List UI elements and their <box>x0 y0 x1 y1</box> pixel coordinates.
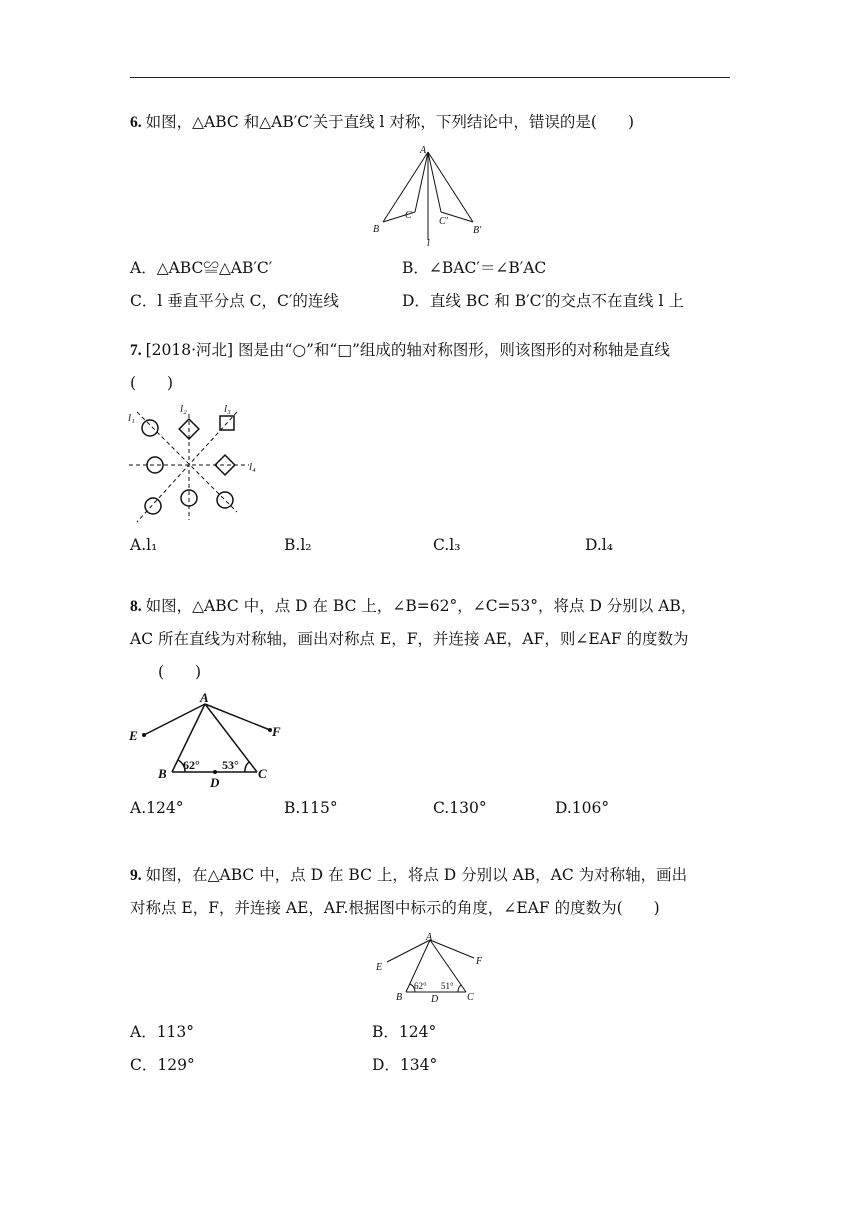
q7-option-b[interactable]: B.l₂ <box>284 536 312 554</box>
q8-stem-line1 <box>130 596 696 617</box>
q6-number: 6. <box>130 114 142 131</box>
q8-stem-line3: ( ) <box>158 663 202 681</box>
q6-label-B2: B′ <box>473 225 482 236</box>
q8-number: 8. <box>130 598 142 615</box>
q9-label-A: A <box>426 932 433 943</box>
q6-option-a[interactable]: A．△ABC≌△AB′C′ <box>130 259 273 277</box>
q8-label-F: F <box>272 724 281 739</box>
q9-option-b[interactable]: B．124° <box>372 1023 437 1041</box>
q8-angle-arc-C <box>245 762 249 772</box>
q6-option-b[interactable]: B．∠BAC′＝∠B′AC <box>402 259 547 277</box>
q6-stem <box>130 112 634 133</box>
q8-option-c[interactable]: C.130° <box>433 799 487 817</box>
q8-label-D: D <box>210 775 220 790</box>
q7-stem-line2: ( ) <box>130 374 174 392</box>
q6-label-A: A <box>420 145 427 156</box>
q9-stem-text1: 如图，在△ABC 中，点 D 在 BC 上，将点 D 分别以 AB，AC 为对称轴，画出 <box>145 866 688 884</box>
q7-figure <box>125 398 265 526</box>
q9-label-F: F <box>476 956 483 967</box>
q9-angle-B-label: 62° <box>414 981 427 991</box>
q8-stem-line2: AC 所在直线为对称轴，画出对称点 E，F，并连接 AE，AF，则∠EAF 的度数为 <box>130 630 689 648</box>
q9-segment-AE <box>387 940 430 962</box>
q6-segment-AB2 <box>428 152 473 222</box>
q7-option-a[interactable]: A.l₁ <box>130 536 158 554</box>
q7-circle-shape <box>217 492 233 508</box>
q6-label-l: l <box>427 238 430 249</box>
q9-number: 9. <box>130 867 142 884</box>
q7-stem-text1: [2018·河北] 图是由“○”和“□”组成的轴对称图形，则该图形的对称轴是直线 <box>145 341 670 359</box>
q9-label-C: C <box>467 992 474 1003</box>
q8-angle-B-label: 62° <box>183 758 200 772</box>
q9-option-c[interactable]: C．129° <box>130 1056 195 1074</box>
q8-angle-C-label: 53° <box>222 758 239 772</box>
header-rule <box>130 77 730 78</box>
q9-label-D: D <box>431 994 439 1005</box>
q7-label-l3: l₃ <box>224 403 231 415</box>
q7-stem-line1 <box>130 340 670 361</box>
q7-label-l4: l₄ <box>249 461 256 473</box>
q7-square-shape <box>215 455 235 475</box>
q7-line-l1 <box>137 412 237 512</box>
q8-stem-text1: 如图，△ABC 中，点 D 在 BC 上，∠B=62°，∠C=53°，将点 D 分别以 AB， <box>145 597 697 615</box>
q8-point-D <box>213 770 217 774</box>
q8-segment-AE <box>144 704 205 735</box>
q8-option-d[interactable]: D.106° <box>555 799 610 817</box>
q6-label-B: B <box>373 224 380 235</box>
q7-label-l1: l₁ <box>128 412 135 424</box>
q7-label-l2: l₂ <box>180 403 187 415</box>
q6-option-d[interactable]: D．直线 BC 和 B′C′的交点不在直线 l 上 <box>402 292 684 310</box>
q9-stem-line1 <box>130 865 687 886</box>
q6-figure <box>365 140 495 250</box>
q8-point-E <box>142 733 146 737</box>
q8-option-a[interactable]: A.124° <box>130 799 184 817</box>
q9-stem-line2: 对称点 E，F，并连接 AE，AF.根据图中标示的角度，∠EAF 的度数为( ) <box>130 899 660 917</box>
q7-option-d[interactable]: D.l₄ <box>585 536 613 554</box>
q7-circle-shape <box>145 498 161 514</box>
q9-angle-C-label: 51° <box>441 981 454 991</box>
q7-circle-shape <box>142 420 158 436</box>
q9-figure <box>370 928 490 1006</box>
q9-label-B: B <box>396 992 403 1003</box>
q8-label-A: A <box>200 690 209 705</box>
q8-label-C: C <box>258 766 267 781</box>
q9-label-E: E <box>376 962 383 973</box>
q6-option-c[interactable]: C．l 垂直平分点 C，C′的连线 <box>130 292 339 310</box>
q8-figure <box>125 686 285 794</box>
q6-segment-AC2 <box>428 152 441 212</box>
q8-label-B: B <box>158 766 167 781</box>
q6-label-C: C <box>405 210 412 221</box>
q6-label-C2: C′ <box>439 216 448 227</box>
q8-label-E: E <box>129 728 138 743</box>
q8-option-b[interactable]: B.115° <box>284 799 338 817</box>
q7-number: 7. <box>130 342 142 359</box>
q9-option-d[interactable]: D．134° <box>372 1056 438 1074</box>
q9-angle-arc-C <box>458 985 461 992</box>
q6-stem-text: 如图，△ABC 和△AB′C′关于直线 l 对称，下列结论中，错误的是( ) <box>145 113 635 131</box>
q7-option-c[interactable]: C.l₃ <box>433 536 461 554</box>
q9-option-a[interactable]: A．113° <box>130 1023 195 1041</box>
q6-segment-AC <box>415 152 428 212</box>
